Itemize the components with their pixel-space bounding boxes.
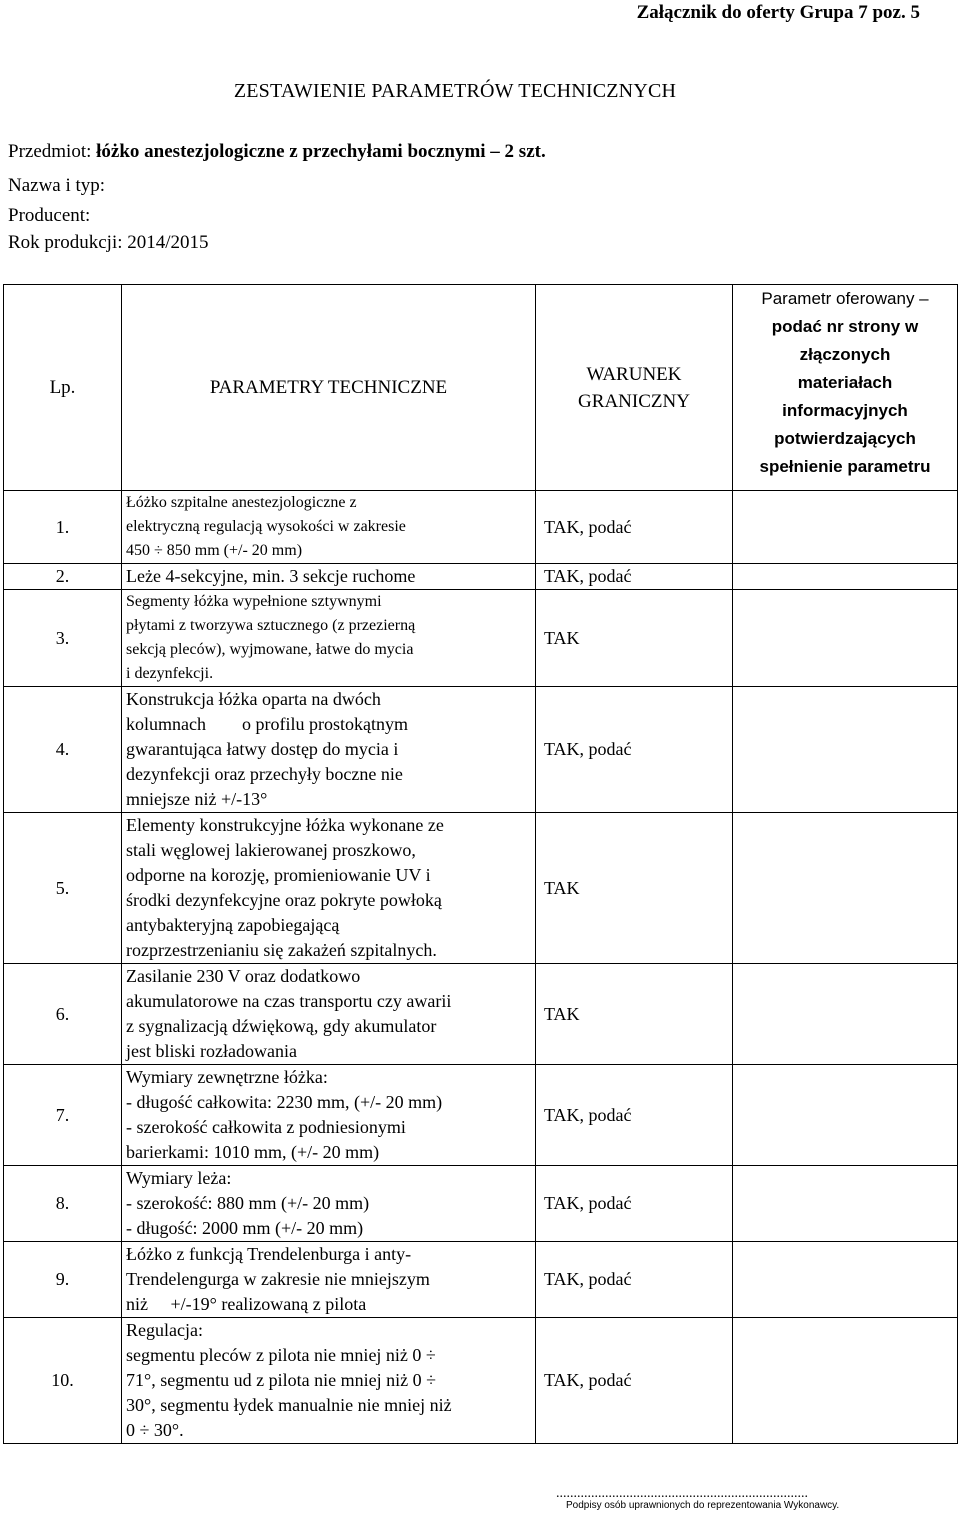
row-number: 5. [4, 813, 122, 964]
row-number: 8. [4, 1166, 122, 1242]
header-parameters: PARAMETRY TECHNICZNE [122, 285, 536, 491]
param-line: Regulacja: [126, 1320, 203, 1340]
row-parameter [122, 813, 536, 964]
row-condition: TAK, podać [536, 687, 733, 813]
param-line: kolumnach o profilu prostokątnym [126, 714, 408, 734]
param-line: Wymiary leża: [126, 1168, 232, 1188]
row-parameter [122, 1166, 536, 1242]
param-line: i dezynfekcji. [126, 665, 214, 682]
document-title: ZESTAWIENIE PARAMETRÓW TECHNICZNYCH [233, 80, 677, 102]
table-row [4, 687, 958, 813]
row-parameter [122, 1242, 536, 1318]
param-line: Leże 4-sekcyjne, min. 3 sekcje ruchome [126, 566, 416, 586]
row-condition: TAK, podać [536, 564, 733, 590]
param-line: 0 ÷ 30°. [126, 1420, 184, 1440]
row-number: 2. [4, 564, 122, 590]
row-offered-value[interactable] [733, 491, 958, 564]
subject-label: Przedmiot: [8, 141, 92, 162]
param-line: - długość: 2000 mm (+/- 20 mm) [126, 1218, 364, 1238]
param-line: z sygnalizacją dźwiękową, gdy akumulator [126, 1016, 437, 1036]
row-number: 3. [4, 590, 122, 687]
param-line: segmentu pleców z pilota nie mniej niż 0 ÷ [126, 1345, 436, 1365]
param-line: stali węglowej lakierowanej proszkowo, [126, 840, 416, 860]
row-offered-value[interactable] [733, 1318, 958, 1444]
table-row [4, 1166, 958, 1242]
param-line: Trendelengurga w zakresie nie mniejszym [126, 1269, 430, 1289]
param-line: Konstrukcja łóżka oparta na dwóch [126, 689, 381, 709]
row-offered-value[interactable] [733, 1065, 958, 1166]
year-line: Rok produkcji: 2014/2015 [8, 232, 209, 253]
header-lp: Lp. [4, 285, 122, 491]
header-offered-line6: potwierdzających [774, 429, 916, 448]
header-offered-line4: materiałach [797, 373, 893, 392]
param-line: Zasilanie 230 V oraz dodatkowo [126, 966, 361, 986]
row-parameter [122, 964, 536, 1065]
row-parameter [122, 564, 536, 590]
header-offered [733, 285, 958, 491]
row-number: 1. [4, 491, 122, 564]
param-line: barierkami: 1010 mm, (+/- 20 mm) [126, 1142, 380, 1162]
param-line: gwarantująca łatwy dostęp do mycia i [126, 739, 399, 759]
row-condition: TAK [536, 964, 733, 1065]
row-offered-value[interactable] [733, 964, 958, 1065]
row-offered-value[interactable] [733, 590, 958, 687]
signature-dots: ........................................................................ [556, 1486, 808, 1501]
param-line: - szerokość: 880 mm (+/- 20 mm) [126, 1193, 370, 1213]
table-row [4, 564, 958, 590]
row-offered-value[interactable] [733, 1166, 958, 1242]
param-line: Elementy konstrukcyjne łóżka wykonane ze [126, 815, 444, 835]
row-condition: TAK [536, 813, 733, 964]
row-condition: TAK, podać [536, 1166, 733, 1242]
param-line: jest bliski rozładowania [126, 1041, 297, 1061]
row-parameter [122, 491, 536, 564]
row-number: 9. [4, 1242, 122, 1318]
row-parameter [122, 590, 536, 687]
table-row [4, 1242, 958, 1318]
row-offered-value[interactable] [733, 687, 958, 813]
header-warunek-line1: WARUNEK [586, 363, 682, 385]
row-offered-value[interactable] [733, 1242, 958, 1318]
param-line: akumulatorowe na czas transportu czy awarii [126, 991, 452, 1011]
param-line: 30°, segmentu łydek manualnie nie mniej niż [126, 1395, 452, 1415]
table-row [4, 813, 958, 964]
param-line: płytami z tworzywa sztucznego (z przezierną [126, 617, 416, 634]
header-warunek [536, 285, 733, 491]
table-row [4, 1065, 958, 1166]
row-number: 10. [4, 1318, 122, 1444]
param-line: elektryczną regulacją wysokości w zakresie [126, 518, 406, 535]
parameters-table [3, 284, 958, 1444]
row-parameter [122, 1318, 536, 1444]
param-line: antybakteryjną zapobiegającą [126, 915, 340, 935]
table-row [4, 491, 958, 564]
table-header-row [4, 285, 958, 491]
param-line: Wymiary zewnętrzne łóżka: [126, 1067, 328, 1087]
param-line: mniejsze niż +/-13° [126, 789, 268, 809]
header-offered-line5: informacyjnych [782, 401, 908, 420]
param-line: - długość całkowita: 2230 mm, (+/- 20 mm) [126, 1092, 443, 1112]
param-line: - szerokość całkowita z podniesionymi [126, 1117, 406, 1137]
header-offered-line1: Parametr oferowany – [761, 289, 929, 308]
param-line: odporne na korozję, promieniowanie UV i [126, 865, 431, 885]
signature-caption: Podpisy osób uprawnionych do reprezentowania Wykonawcy. [566, 1500, 840, 1511]
param-line: Łóżko z funkcją Trendelenburga i anty- [126, 1244, 412, 1264]
annex-label: Załącznik do oferty Grupa 7 poz. 5 [636, 2, 920, 23]
header-offered-line3: złączonych [799, 345, 891, 364]
table-row [4, 1318, 958, 1444]
row-number: 7. [4, 1065, 122, 1166]
row-number: 6. [4, 964, 122, 1065]
row-condition: TAK, podać [536, 1242, 733, 1318]
param-line: dezynfekcji oraz przechyły boczne nie [126, 764, 403, 784]
subject-value: łóżko anestezjologiczne z przechyłami bocznymi – 2 szt. [96, 141, 546, 162]
row-condition: TAK, podać [536, 491, 733, 564]
param-line: niż +/-19° realizowaną z pilota [126, 1294, 367, 1314]
param-line: Segmenty łóżka wypełnione sztywnymi [126, 593, 382, 610]
param-line: środki dezynfekcyjne oraz pokryte powłoką [126, 890, 442, 910]
param-line: rozprzestrzenianiu się zakażeń szpitalnych. [126, 940, 437, 960]
table-row [4, 590, 958, 687]
param-line: sekcją pleców), wyjmowane, łatwe do mycia [126, 641, 414, 658]
row-offered-value[interactable] [733, 813, 958, 964]
header-warunek-line2: GRANICZNY [578, 390, 690, 412]
row-number: 4. [4, 687, 122, 813]
row-condition: TAK, podać [536, 1065, 733, 1166]
param-line: Łóżko szpitalne anestezjologiczne z [126, 494, 357, 511]
subject-line [8, 141, 546, 163]
row-condition: TAK, podać [536, 1318, 733, 1444]
producer-line: Producent: [8, 205, 91, 226]
param-line: 71°, segmentu ud z pilota nie mniej niż 0 ÷ [126, 1370, 437, 1390]
name-type-line: Nazwa i typ: [8, 175, 106, 196]
param-line: 450 ÷ 850 mm (+/- 20 mm) [126, 542, 303, 559]
row-parameter [122, 1065, 536, 1166]
row-offered-value[interactable] [733, 564, 958, 590]
header-offered-line2: podać nr strony w [771, 317, 919, 336]
header-offered-line7: spełnienie parametru [759, 457, 931, 476]
table-row [4, 964, 958, 1065]
row-parameter [122, 687, 536, 813]
row-condition: TAK [536, 590, 733, 687]
